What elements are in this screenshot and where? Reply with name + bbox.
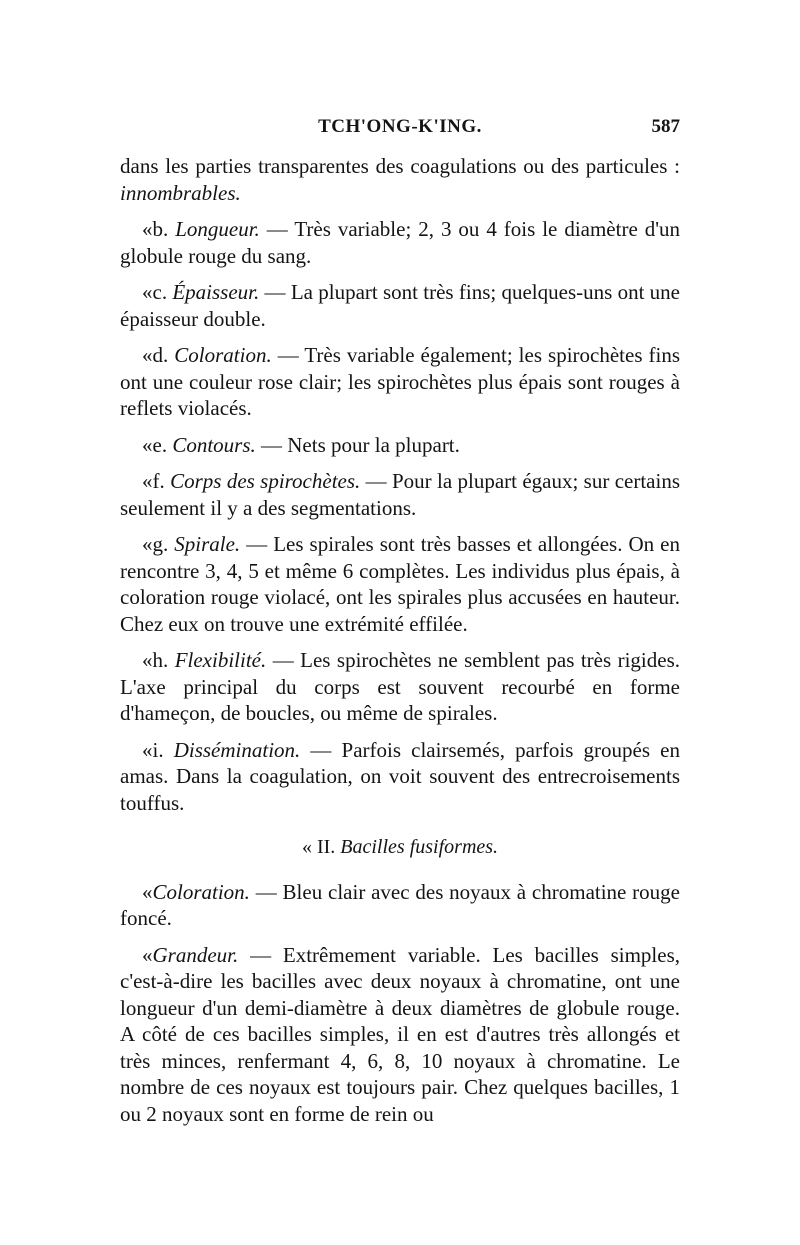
- paragraph-d-coloration: [120, 342, 680, 422]
- paragraph-label: Contours.: [172, 432, 256, 457]
- paragraph-text: — Pour la plupart égaux; sur certains seulement il y a des segmentations.: [120, 469, 681, 520]
- paragraph-f-corps: [120, 468, 680, 521]
- paragraph-lead: «h.: [142, 648, 175, 672]
- paragraph-g-spirale: [120, 531, 680, 637]
- paragraph-lead: «: [142, 879, 153, 904]
- paragraph-text: — Parfois clairsemés, parfois groupés en amas. Dans la coagulation, on voit souvent des entrecroisements touffus.: [120, 737, 680, 815]
- paragraph-e-contours: [120, 432, 680, 459]
- section-heading: [120, 834, 680, 861]
- paragraph-b-longueur: [120, 216, 680, 269]
- paragraph-text: — Les spirochètes ne semblent pas très rigides. L'axe principal du corps est souvent recourbé en forme d'hameçon, de boucles, ou même de spirales.: [120, 648, 680, 725]
- paragraph-text: — Extrêmement variable. Les bacilles simples, c'est-à-dire les bacilles avec deux noyaux à chromatine, ont une longueur d'un demi-diamètre à deux diamètres de globule rouge. A côté de ces bacilles simples, il en est d'autres très allongés et très minces, renfermant 4, 6, 8, 10 noyaux à chromatine. Le nombre de ces noyaux est toujours pair. Chez quelques bacilles, 1 ou 2 noyaux sont en forme de rein ou: [120, 942, 680, 1126]
- paragraph-italic-tail: innombrables.: [120, 180, 241, 205]
- paragraph-text: — Les spirales sont très basses et allongées. On en rencontre 3, 4, 5 et même 6 complètes. Les individus plus épais, à coloration rouge violacé, ont les spirales plus accusées en hauteur. Chez eux on trouve une extrémité effilée.: [120, 532, 680, 636]
- paragraph-coloration-bacilles: [120, 879, 680, 932]
- paragraph-lead: «: [142, 942, 153, 967]
- paragraph-lead: «c.: [142, 280, 173, 304]
- paragraph-text: — Bleu clair avec des noyaux à chromatine rouge foncé.: [120, 879, 680, 930]
- paragraph-grandeur: [120, 942, 680, 1128]
- paragraph-lead: «i.: [142, 737, 174, 762]
- paragraph-label: Coloration.: [152, 879, 250, 904]
- paragraph-continuation: [120, 153, 680, 206]
- paragraph-text: — Nets pour la plupart.: [255, 432, 460, 457]
- paragraph-label: Spirale.: [174, 532, 241, 556]
- paragraph-text: — Très variable également; les spirochètes fins ont une couleur rose clair; les spirochètes plus épais sont rouges à reflets violacés.: [120, 343, 680, 420]
- paragraph-label: Grandeur.: [152, 942, 239, 967]
- paragraph-lead: «b.: [142, 217, 176, 241]
- paragraph-label: Corps des spirochètes.: [170, 469, 361, 493]
- paragraph-label: Dissémination.: [173, 737, 301, 762]
- paragraph-c-epaisseur: [120, 279, 680, 332]
- paragraph-lead: «g.: [142, 532, 175, 556]
- page-body: [120, 153, 680, 1127]
- paragraph-lead: «e.: [142, 432, 173, 457]
- paragraph-lead: «f.: [142, 469, 171, 493]
- paragraph-i-dissemination: [120, 737, 680, 817]
- running-title: TCH'ONG-K'ING.: [318, 116, 482, 137]
- paragraph-lead: «d.: [142, 343, 175, 367]
- paragraph-label: Coloration.: [174, 343, 272, 367]
- section-prefix: « II.: [301, 836, 341, 858]
- paragraph-label: Épaisseur.: [172, 280, 260, 304]
- paragraph-h-flexibilite: [120, 647, 680, 727]
- section-title: Bacilles fusiformes.: [340, 836, 499, 858]
- paragraph-label: Longueur.: [175, 217, 260, 241]
- page-header: [120, 116, 680, 146]
- page-number: 587: [651, 116, 680, 137]
- paragraph-text: — Très variable; 2, 3 ou 4 fois le diamètre d'un globule rouge du sang.: [120, 217, 680, 268]
- paragraph-label: Flexibilité.: [174, 648, 267, 672]
- paragraph-text: dans les parties transparentes des coagulations ou des particules :: [120, 154, 680, 178]
- paragraph-text: — La plupart sont très fins; quelques-uns ont une épaisseur double.: [120, 280, 680, 331]
